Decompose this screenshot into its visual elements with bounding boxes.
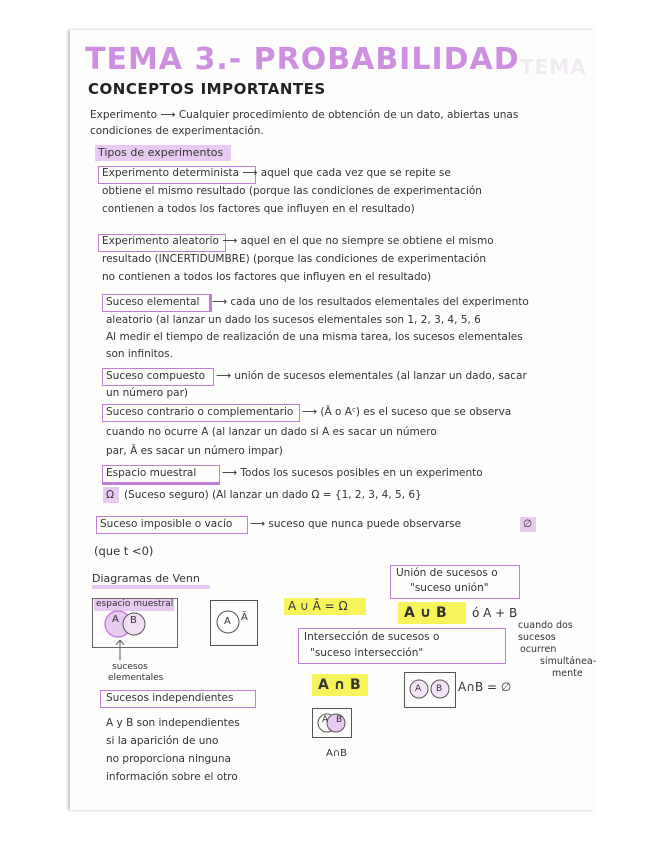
aleatorio-line3: no contienen a todos los factores que influyen en el resultado) bbox=[102, 271, 432, 283]
imposible-line2: (que t <0) bbox=[94, 544, 154, 558]
note-5: mente bbox=[552, 668, 583, 679]
compuesto-line2: un número par) bbox=[106, 387, 189, 399]
union-alt: ó A + B bbox=[472, 606, 518, 620]
interseccion-line2: "suceso intersección" bbox=[310, 647, 424, 659]
union-line1: Unión de sucesos o bbox=[396, 567, 498, 579]
contrario-line1: ⟶ (Ā o Aᶜ) es el suceso que se observa bbox=[302, 406, 512, 418]
elemental-line1: ⟶ cada uno de los resultados elementales del experimento bbox=[212, 296, 529, 308]
union-line2: "suceso unión" bbox=[410, 582, 489, 594]
note-3: ocurren bbox=[520, 644, 557, 655]
contrario-line3: par, Ā es sacar un número impar) bbox=[106, 445, 283, 457]
venn-b-label: B bbox=[130, 615, 137, 626]
contrario-label: Suceso contrario o complementario bbox=[106, 406, 294, 418]
note-2: sucesos bbox=[518, 632, 556, 643]
venn-complement-abar: Ā bbox=[241, 612, 248, 623]
independientes-line1: A y B son independientes bbox=[106, 717, 240, 729]
empty-intersection: A∩B = ∅ bbox=[458, 680, 512, 694]
note-1: cuando dos bbox=[518, 620, 573, 631]
elemental-line4: son infinitos. bbox=[106, 348, 173, 360]
elemental-label: Suceso elemental bbox=[106, 296, 200, 308]
muestral-line1: ⟶ Todos los sucesos posibles en un experimento bbox=[222, 467, 483, 479]
aleatorio-line2: resultado (INCERTIDUMBRE) (porque las condiciones de experimentación bbox=[102, 253, 487, 265]
venn-intersection-diagram bbox=[314, 710, 350, 736]
compuesto-label: Suceso compuesto bbox=[106, 370, 206, 382]
venn-ab-diagram bbox=[98, 604, 158, 644]
sucesos-label-1: sucesos bbox=[112, 662, 148, 672]
contrario-line2: cuando no ocurre A (al lanzar un dado si A es sacar un número bbox=[106, 426, 437, 438]
venn-intersect-b: B bbox=[336, 715, 343, 725]
tipos-heading: Tipos de experimentos bbox=[98, 146, 224, 159]
aleatorio-line1: Experimento aleatorio ⟶ aquel en el que no siempre se obtiene el mismo bbox=[102, 235, 494, 247]
muestral-line2: (Suceso seguro) (Al lanzar un dado Ω = {1, 2, 3, 4, 5, 6} bbox=[124, 489, 422, 501]
venn-complement-a: A bbox=[224, 616, 231, 627]
elemental-line2: aleatorio (al lanzar un dado los sucesos elementales son 1, 2, 3, 4, 5, 6 bbox=[106, 314, 481, 326]
determinista-line2: obtiene el mismo resultado (porque las condiciones de experimentación bbox=[102, 185, 482, 197]
determinista-line1: Experimento determinista ⟶ aquel que cada vez que se repite se bbox=[102, 167, 451, 179]
compuesto-line1: ⟶ unión de sucesos elementales (al lanzar un dado, sacar bbox=[216, 370, 527, 382]
empty-set-symbol: ∅ bbox=[523, 518, 533, 530]
pointer-arrow bbox=[110, 640, 130, 662]
sucesos-label-2: elementales bbox=[108, 673, 164, 683]
venn-espacio-label: espacio muestral bbox=[96, 599, 174, 609]
determinista-line3: contienen a todos los factores que influyen en el resultado) bbox=[102, 203, 415, 215]
interseccion-line1: Intersección de sucesos o bbox=[304, 631, 440, 643]
venn-disjoint-a: A bbox=[415, 684, 422, 694]
experimento-line1: Experimento ⟶ Cualquier procedimiento de obtención de un dato, abiertas unas bbox=[90, 109, 519, 121]
venn-intersect-a: A bbox=[322, 715, 329, 725]
venn-heading: Diagramas de Venn bbox=[92, 572, 200, 585]
muestral-label: Espacio muestral bbox=[106, 467, 197, 479]
union-formula: A ∪ B bbox=[404, 605, 447, 621]
anb-label: A∩B bbox=[326, 748, 348, 759]
independientes-label: Sucesos independientes bbox=[106, 692, 234, 704]
page-title: TEMA 3.- PROBABILIDAD bbox=[85, 42, 520, 77]
imposible-label: Suceso imposible o vacío bbox=[100, 518, 233, 530]
section-heading: CONCEPTOS IMPORTANTES bbox=[88, 80, 326, 98]
elemental-line3: Al medir el tiempo de realización de una misma tarea, los sucesos elementales bbox=[106, 331, 523, 343]
independientes-line2: si la aparición de uno bbox=[106, 735, 219, 747]
experimento-line2: condiciones de experimentación. bbox=[90, 125, 264, 137]
venn-disjoint-b: B bbox=[436, 684, 443, 694]
bleed-through-text: TEMA bbox=[520, 55, 587, 79]
imposible-line1: ⟶ suceso que nunca puede observarse bbox=[250, 518, 462, 530]
independientes-line4: información sobre el otro bbox=[106, 771, 238, 783]
interseccion-formula: A ∩ B bbox=[318, 677, 361, 693]
complement-union-formula: A ∪ Ā = Ω bbox=[288, 599, 348, 613]
independientes-line3: no proporciona ninguna bbox=[106, 753, 231, 765]
omega-symbol: Ω bbox=[106, 489, 115, 501]
note-4: simultánea- bbox=[540, 656, 597, 667]
venn-a-label: A bbox=[112, 614, 119, 625]
